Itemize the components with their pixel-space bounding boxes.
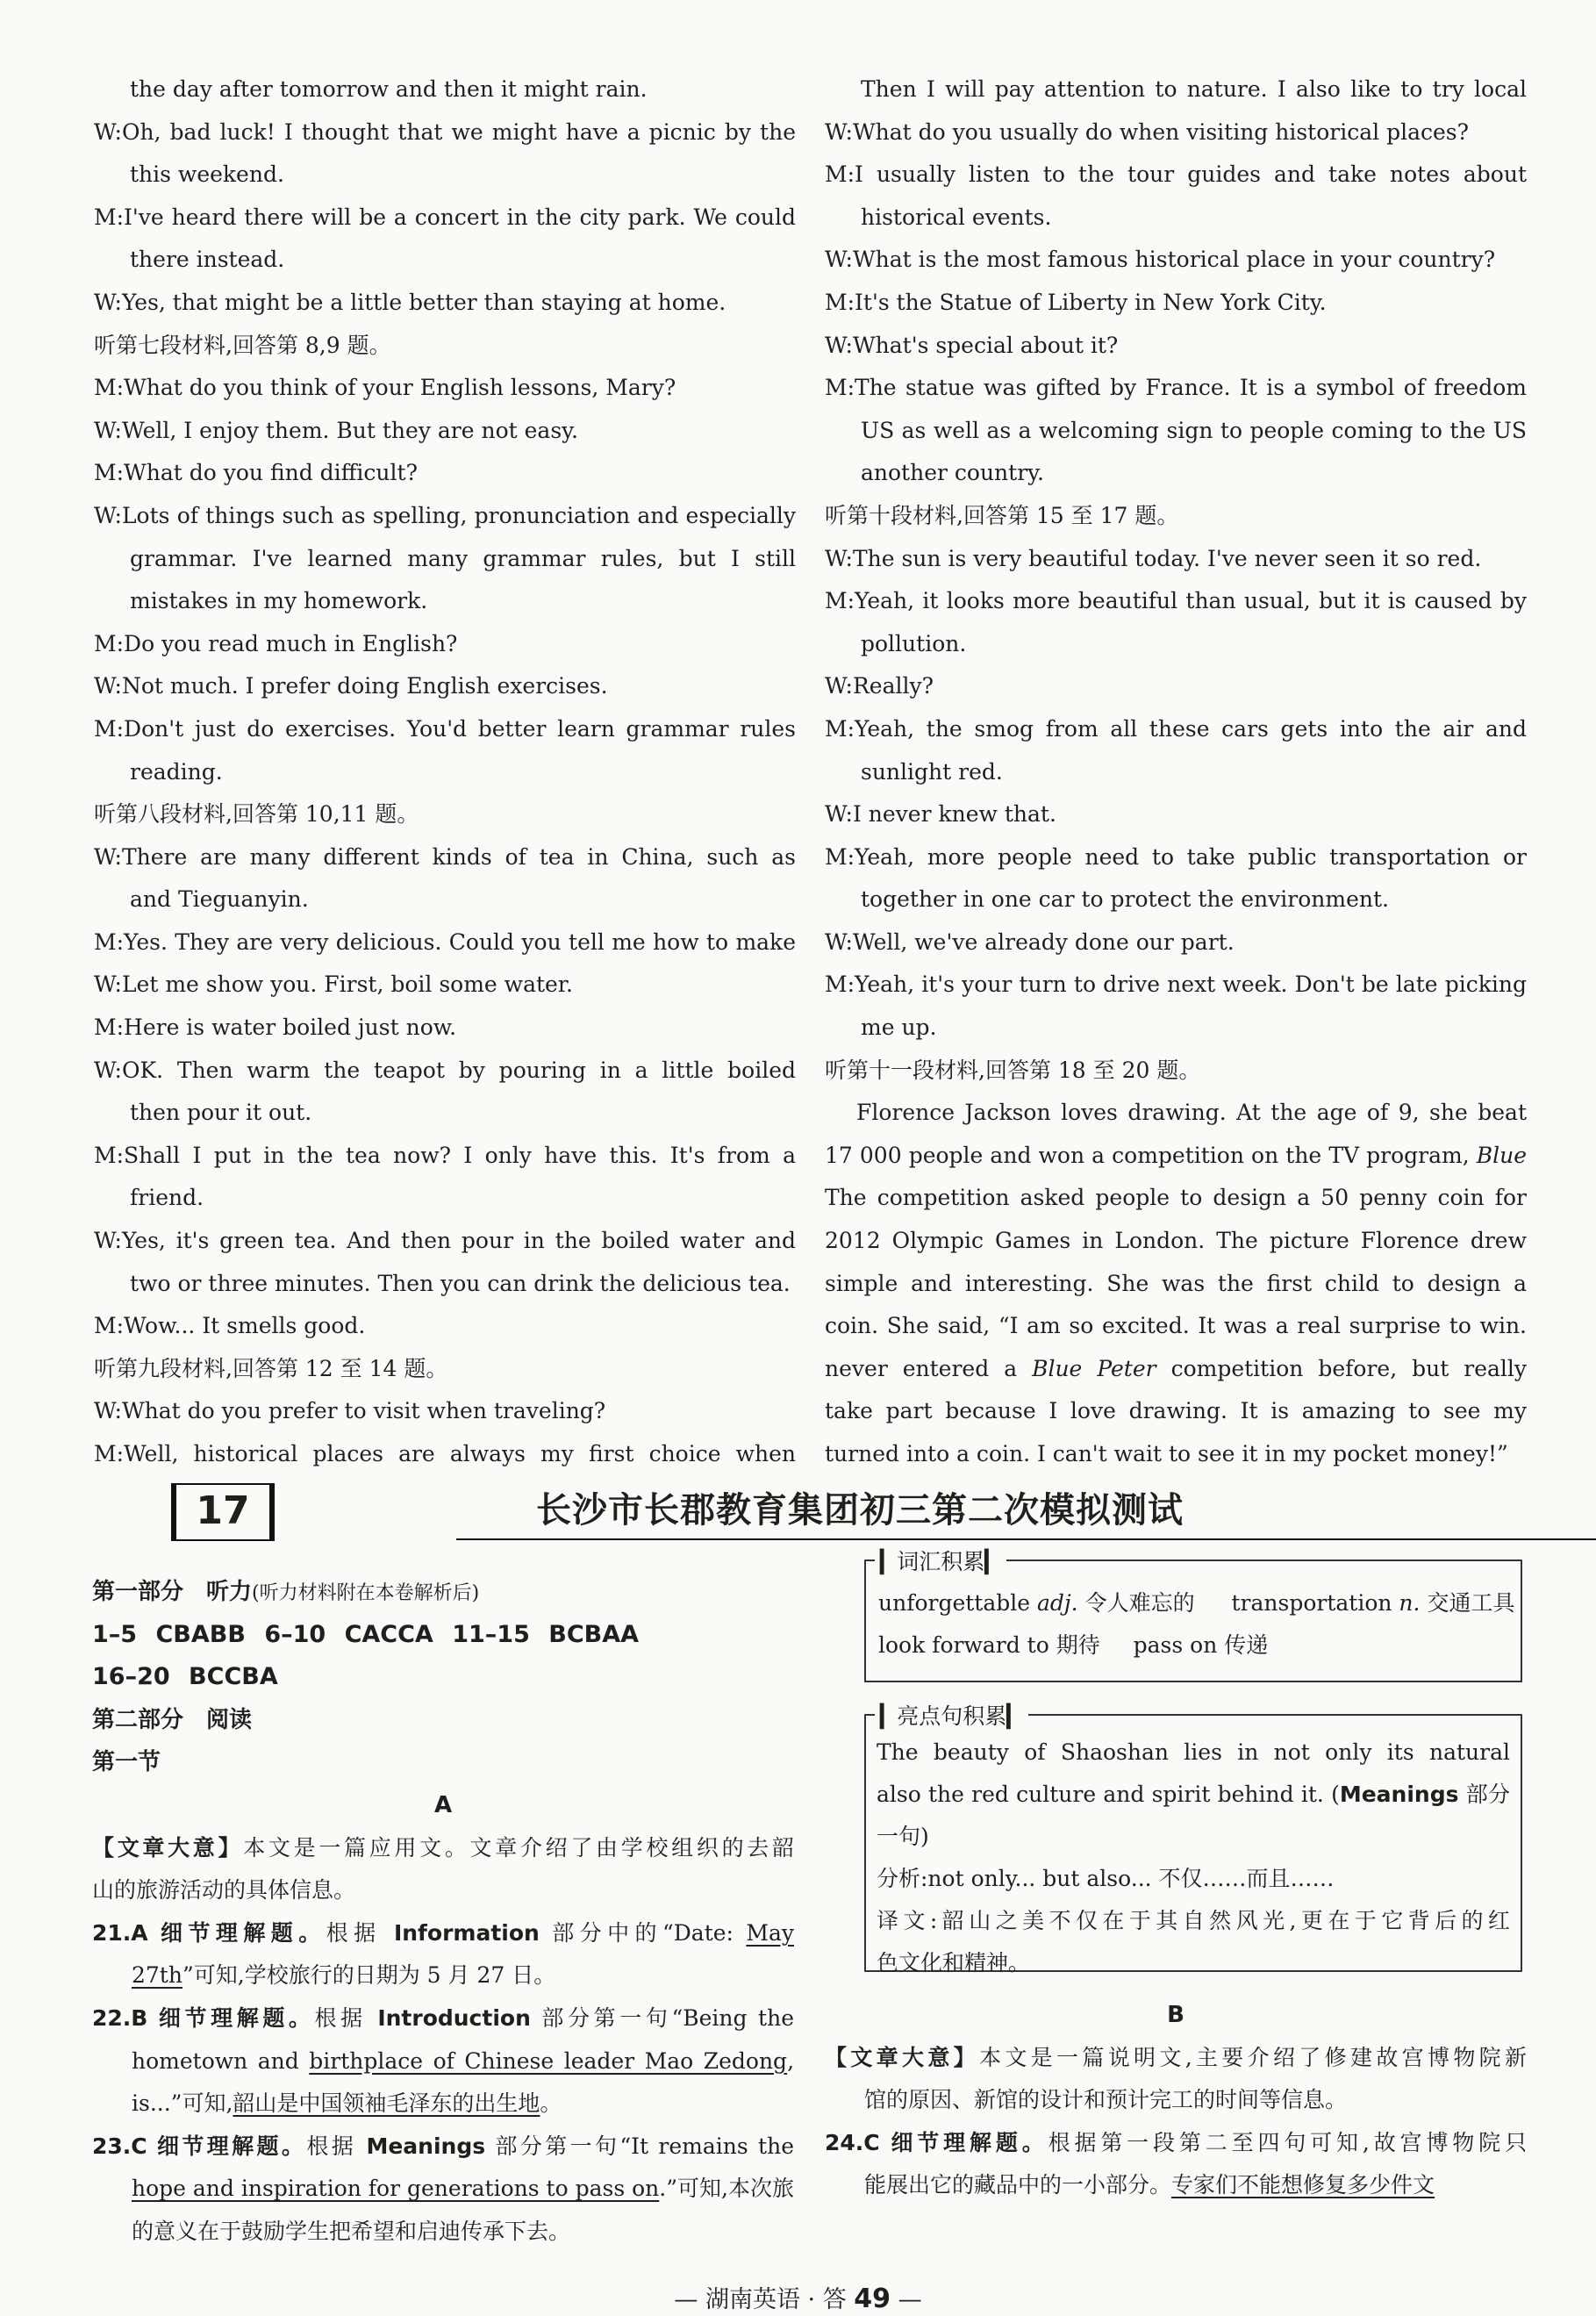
part2-heading: 第二部分 阅读 [92, 1706, 253, 1733]
transcript-line: the day after tomorrow and then it might rain. [130, 76, 648, 102]
transcript-line: grammar. I've learned many grammar rules, but I still [130, 545, 796, 571]
transcript-line: 听第七段材料,回答第 8,9 题。 [94, 332, 391, 358]
transcript-line: then pour it out. [130, 1100, 312, 1126]
vocab-box [864, 1549, 1522, 1682]
transcript-line: W:What do you prefer to visit when traveling? [94, 1398, 606, 1424]
transcript-line: W:Not much. I prefer doing English exercises. [94, 673, 608, 699]
transcript-line: friend. [130, 1185, 204, 1211]
highlight-line: 分析:not only... but also... 不仅……而且…… [877, 1866, 1335, 1891]
transcript-line: W:The sun is very beautiful today. I've never seen it so red. [825, 545, 1482, 571]
transcript-line: historical events. [861, 204, 1052, 230]
transcript-line: M:Yeah, it looks more beautiful than usual, but it is caused by [825, 588, 1527, 614]
summary-a: 【文章大意】本文是一篇应用文。文章介绍了由学校组织的去韶 [92, 1834, 794, 1861]
unit-banner [171, 1483, 1443, 1546]
transcript-line: and Tieguanyin. [130, 886, 309, 913]
transcript-line: reading. [130, 758, 223, 785]
transcript-line: M:Well, historical places are always my first choice when [94, 1441, 796, 1466]
transcript-line: W:Yes, that might be a little better than staying at home. [94, 289, 726, 315]
story-line: Florence Jackson loves drawing. At the age of 9, she beat [856, 1100, 1527, 1126]
transcript-line: W:There are many different kinds of tea in China, such as [94, 843, 796, 870]
q23: hope and inspiration for generations to pass on.”可知,本次旅 [132, 2176, 794, 2202]
right-top-lines [825, 68, 1527, 1092]
story-line: simple and interesting. She was the first child to design a [825, 1270, 1527, 1296]
transcript-line: M:It's the Statue of Liberty in New York City. [825, 289, 1327, 315]
page-number: 49 [854, 2284, 891, 2314]
story-line: never entered a Blue Peter competition before, but really [825, 1355, 1527, 1381]
transcript-line: W:Yes, it's green tea. And then pour in the boiled water and [94, 1228, 796, 1254]
summary-b: 【文章大意】本文是一篇说明文,主要介绍了修建故宫博物院新 [825, 2044, 1527, 2070]
q23: 的意义在于鼓励学生把希望和启迪传承下去。 [132, 2218, 571, 2244]
transcript-line: M:Shall I put in the tea now? I only have this. It's from a [94, 1142, 796, 1168]
transcript-line: W:Let me show you. First, boil some water. [94, 972, 573, 998]
transcript-line: W:Oh, bad luck! I thought that we might have a picnic by the [94, 118, 796, 145]
right-column-top [825, 68, 1527, 1476]
story-line: The competition asked people to design a 50 penny coin for [825, 1185, 1527, 1211]
q24: 能展出它的藏品中的一小部分。专家们不能想修复多少件文 [864, 2172, 1435, 2198]
transcript-line: me up. [861, 1015, 937, 1041]
q21: 21.A 细节理解题。根据 Information 部分中的“Date: May [92, 1919, 794, 1946]
highlight-line: 一句) [877, 1824, 929, 1849]
transcript-line: mistakes in my homework. [130, 588, 428, 614]
transcript-line: 听第八段材料,回答第 10,11 题。 [94, 801, 419, 828]
story-line: turned into a coin. I can't wait to see it in my pocket money!” [825, 1441, 1508, 1466]
transcript-line: M:Yeah, the smog from all these cars gets into the air and [825, 715, 1527, 742]
section1-heading: 第一节 [92, 1749, 161, 1776]
vocab-row: unforgettable adj. 令人难忘的 transportation n. 交通工具 [878, 1590, 1515, 1616]
transcript-line: together in one car to protect the environment. [861, 886, 1389, 913]
transcript-line: M:Do you read much in English? [94, 630, 458, 656]
transcript-line: W:What is the most famous historical place in your country? [825, 247, 1496, 273]
highlight-line: also the red culture and spirit behind it. (Meanings 部分 [877, 1782, 1510, 1807]
vocab-row: look forward to 期待 pass on 传递 [878, 1632, 1269, 1658]
transcript-line: 听第九段材料,回答第 12 至 14 题。 [94, 1355, 448, 1381]
transcript-line: W:Really? [825, 673, 934, 699]
highlight-line: 译文:韶山之美不仅在于其自然风光,更在于它背后的红 [877, 1908, 1510, 1933]
transcript-line: US as well as a welcoming sign to people coming to the US [861, 417, 1527, 443]
transcript-line: W:I never knew that. [825, 801, 1056, 828]
q21: 27th”可知,学校旅行的日期为 5 月 27 日。 [132, 1962, 556, 1989]
q23: 23.C 细节理解题。根据 Meanings 部分第一句“It remains the [92, 2133, 794, 2159]
highlight-line: 色文化和精神。 [877, 1950, 1031, 1975]
transcript-line: Then I will pay attention to nature. I also like to try local [861, 76, 1527, 102]
transcript-line: W:Well, we've already done our part. [825, 929, 1235, 955]
q24: 24.C 细节理解题。根据第一段第二至四句可知,故宫博物院只 [825, 2129, 1527, 2155]
transcript-line: W:What do you usually do when visiting historical places? [825, 118, 1469, 145]
highlight-label: ▎亮点句积累▎ [875, 1699, 1028, 1731]
answer-column [92, 1571, 794, 2254]
transcript-line: M:Here is water boiled just now. [94, 1015, 457, 1041]
summary-a: 山的旅游活动的具体信息。 [92, 1877, 356, 1904]
story-line: 2012 Olympic Games in London. The picture Florence drew [825, 1228, 1527, 1254]
transcript-line: M:Yeah, it's your turn to drive next week. Don't be late picking [825, 972, 1527, 998]
transcript-line: M:What do you find difficult? [94, 460, 418, 486]
page-footer: — 湖南英语 · 答 49 — [674, 2284, 922, 2314]
transcript-line: M:What do you think of your English lessons, Mary? [94, 375, 676, 401]
passage-b-title: B [1167, 2002, 1184, 2028]
transcript-line: there instead. [130, 247, 285, 273]
transcript-line: another country. [861, 460, 1044, 486]
transcript-line: W:What's special about it? [825, 332, 1119, 358]
transcript-line: two or three minutes. Then you can drink the delicious tea. [130, 1270, 791, 1296]
left-column-top [94, 68, 796, 1476]
transcript-line: M:I usually listen to the tour guides and take notes about [825, 161, 1527, 188]
vocab-label: ▎词汇积累▎ [875, 1545, 1006, 1576]
story-line: take part because I love drawing. It is amazing to see my [825, 1398, 1527, 1424]
unit-title: 长沙市长郡教育集团初三第二次模拟测试 [536, 1490, 1184, 1531]
transcript-line: W:Lots of things such as spelling, pronunciation and especially [94, 502, 796, 528]
banner-rule [456, 1538, 1596, 1540]
transcript-line: M:Wow... It smells good. [94, 1313, 366, 1339]
passage-b-column [825, 1994, 1527, 2207]
unit-number: 17 [171, 1483, 275, 1541]
part1-heading: 第一部分 听力(听力材料附在本卷解析后) [92, 1579, 480, 1605]
transcript-line: this weekend. [130, 161, 284, 188]
highlight-box [864, 1703, 1522, 1975]
transcript-line: M:I've heard there will be a concert in the city park. We could [94, 204, 796, 230]
q22: is...”可知,韶山是中国领袖毛泽东的出生地。 [132, 2090, 562, 2117]
transcript-line: M:Don't just do exercises. You'd better learn grammar rules [94, 715, 796, 742]
transcript-line: W:OK. Then warm the teapot by pouring in a little boiled [94, 1057, 796, 1083]
transcript-line: pollution. [861, 630, 967, 656]
story-line: 17 000 people and won a competition on the TV program, Blue [825, 1142, 1527, 1168]
q22: hometown and birthplace of Chinese leader Mao Zedong, [132, 2047, 794, 2074]
transcript-line: M:The statue was gifted by France. It is a symbol of freedom [825, 375, 1527, 401]
story-line: coin. She said, “I am so excited. It was a real surprise to win. [825, 1313, 1527, 1339]
transcript-line: 听第十段材料,回答第 15 至 17 题。 [825, 502, 1179, 528]
answers-row-1: 1–5 CBABB 6–10 CACCA 11–15 BCBAA [92, 1620, 640, 1648]
answers-row-2: 16–20 BCCBA [92, 1663, 278, 1691]
transcript-line: M:Yeah, more people need to take public transportation or [825, 843, 1527, 870]
q22: 22.B 细节理解题。根据 Introduction 部分第一句“Being the [92, 2004, 794, 2031]
passage-a-title: A [433, 1791, 453, 1818]
transcript-line: W:Well, I enjoy them. But they are not easy. [94, 417, 578, 443]
summary-b: 馆的原因、新馆的设计和预计完工的时间等信息。 [864, 2087, 1348, 2113]
transcript-line: sunlight red. [861, 758, 1003, 785]
transcript-line: M:Yes. They are very delicious. Could you tell me how to make [94, 929, 796, 955]
transcript-line: 听第十一段材料,回答第 18 至 20 题。 [825, 1057, 1201, 1083]
highlight-line: The beauty of Shaoshan lies in not only its natural [877, 1739, 1510, 1765]
